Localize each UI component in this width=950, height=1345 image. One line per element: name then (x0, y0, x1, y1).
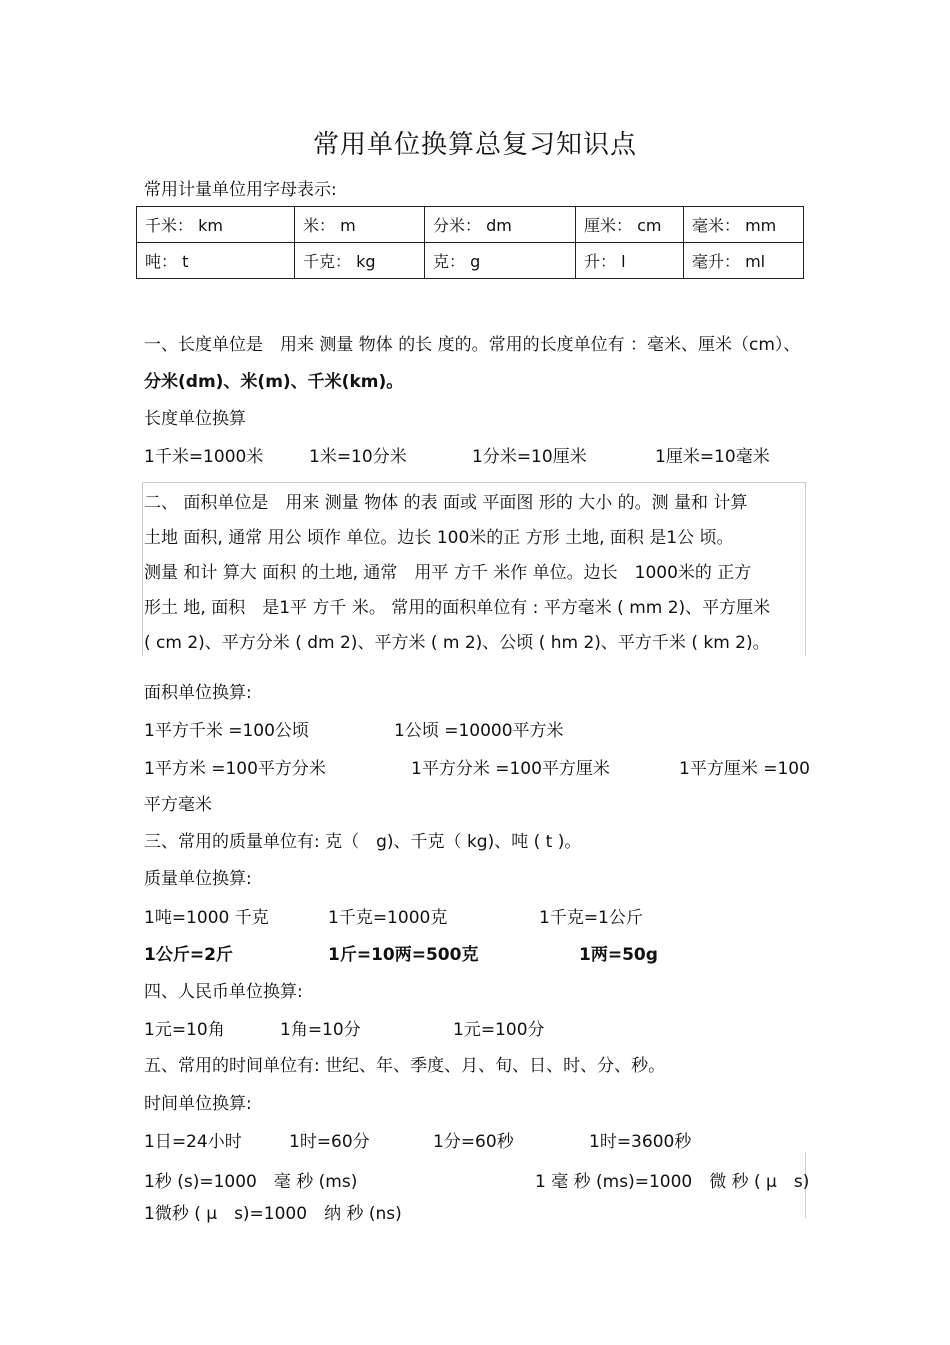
area-conversion: 1公顷 =10000平方米 (394, 721, 564, 741)
table-row (137, 243, 804, 279)
table-cell: 厘米： cm (576, 207, 684, 243)
area-line: 形土 地, 面积 是1平 方千 米。 常用的面积单位有 : 平方毫米 ( mm 2)、平方厘米 (144, 598, 771, 618)
area-conversion: 1平方千米 =100公顷 (144, 721, 309, 741)
page-title: 常用单位换算总复习知识点 (312, 130, 637, 160)
length-conversion: 1米=10分米 (309, 447, 407, 467)
time-conversion: 1时=60分 (289, 1132, 370, 1152)
mass-conversion: 1吨=1000 千克 (144, 908, 269, 928)
money-conversion: 1元=10角 (144, 1020, 225, 1040)
table-cell: 千米： km (137, 207, 295, 243)
length-conversion: 1厘米=10毫米 (655, 447, 770, 467)
time-definition: 五、常用的时间单位有: 世纪、年、季度、月、旬、日、时、分、秒。 (144, 1056, 666, 1076)
area-definition (144, 486, 806, 661)
time-conversion: 1日=24小时 (144, 1132, 242, 1152)
length-definition: 一、长度单位是 用来 测量 物体 的长 度的。常用的长度单位有 ：毫米、厘米（cm）、 (144, 335, 801, 355)
area-conversion: 1平方分米 =100平方厘米 (411, 759, 610, 779)
length-units: 分米(dm)、米(m)、千米(km)。 (144, 372, 404, 392)
length-conversion: 1分米=10厘米 (472, 447, 587, 467)
area-heading: 面积单位换算: (144, 683, 252, 703)
unit-symbol-table (136, 206, 804, 279)
length-conversion: 1千米=1000米 (144, 447, 264, 467)
mass-heading: 质量单位换算: (144, 869, 252, 889)
table-cell: 毫米： mm (684, 207, 804, 243)
divider (142, 482, 806, 483)
table-cell: 分米： dm (425, 207, 576, 243)
time-conversion: 1时=3600秒 (589, 1132, 692, 1152)
table-cell: 千克： kg (295, 243, 425, 279)
mass-conversion: 1斤=10两=500克 (328, 945, 479, 965)
table-cell: 吨： t (137, 243, 295, 279)
table-row (137, 207, 804, 243)
mass-definition: 三、常用的质量单位有: 克（ g)、千克（ kg)、吨 ( t )。 (144, 832, 582, 852)
mass-conversion: 1两=50g (579, 945, 658, 965)
table-cell: 米： m (295, 207, 425, 243)
area-conversion-cont: 平方毫米 (144, 795, 212, 815)
area-line: ( cm 2)、平方分米 ( dm 2)、平方米 ( m 2)、公顷 ( hm 2)、平方千米 ( km 2)。 (144, 633, 770, 653)
time-conversion: 1秒 (s)=1000 毫 秒 (ms) (144, 1172, 358, 1192)
area-conversion: 1平方厘米 =100 (679, 759, 810, 779)
area-line: 二、 面积单位是 用来 测量 物体 的表 面或 平面图 形的 大小 的。测 量和 计算 (144, 493, 748, 513)
money-heading: 四、人民币单位换算: (144, 982, 303, 1002)
divider (142, 482, 143, 656)
mass-conversion: 1公斤=2斤 (144, 945, 233, 965)
length-heading: 长度单位换算 (144, 409, 246, 429)
intro-text: 常用计量单位用字母表示: (144, 180, 337, 200)
area-line: 测量 和计 算大 面积 的土地, 通常 用平 方千 米作 单位。边长 1000米的 正方 (144, 563, 752, 583)
area-conversion: 1平方米 =100平方分米 (144, 759, 326, 779)
money-conversion: 1角=10分 (280, 1020, 361, 1040)
time-conversion: 1分=60秒 (433, 1132, 514, 1152)
money-conversion: 1元=100分 (453, 1020, 545, 1040)
area-line: 土地 面积, 通常 用公 顷作 单位。边长 100米的正 方形 土地, 面积 是1公 顷。 (144, 528, 734, 548)
time-heading: 时间单位换算: (144, 1094, 252, 1114)
table-cell: 升： l (576, 243, 684, 279)
time-conversion: 1微秒 ( μ s)=1000 纳 秒 (ns) (144, 1204, 402, 1224)
mass-conversion: 1千克=1公斤 (539, 908, 643, 928)
table-cell: 毫升： ml (684, 243, 804, 279)
table-cell: 克： g (425, 243, 576, 279)
mass-conversion: 1千克=1000克 (328, 908, 448, 928)
time-conversion: 1 毫 秒 (ms)=1000 微 秒 ( μ s) (535, 1172, 810, 1192)
